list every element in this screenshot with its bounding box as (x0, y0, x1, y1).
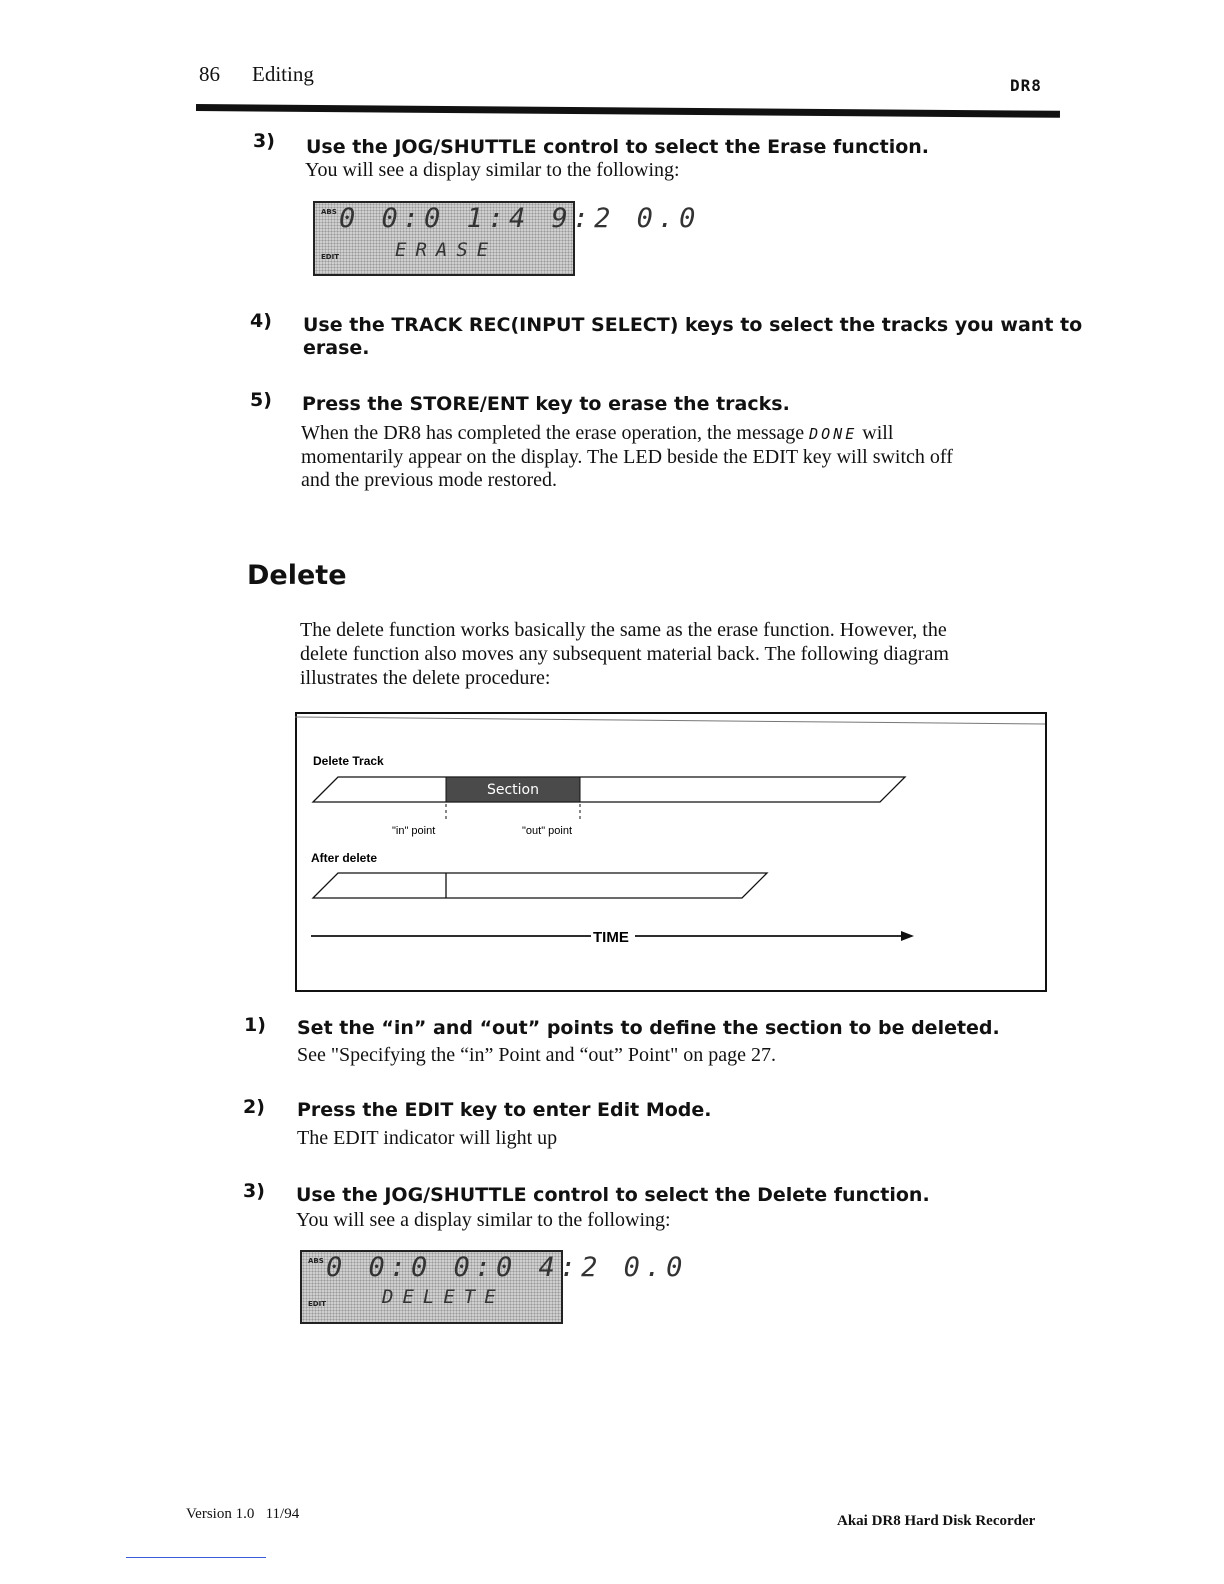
step-text-part: will (862, 422, 894, 444)
lcd-time-digits: 0 0:0 0:0 4:2 0.0 (326, 1252, 688, 1283)
section-title: Delete (247, 560, 347, 591)
header-rule (196, 104, 1060, 118)
lcd-mode-word: DELETE (382, 1286, 505, 1308)
step-number: 4) (250, 310, 272, 332)
in-point-label: "in" point (392, 825, 436, 837)
step-number: 3) (253, 130, 275, 152)
footer-underline (126, 1557, 266, 1558)
step-heading: Use the TRACK REC(INPUT SELECT) keys to select the tracks you want to (303, 314, 1083, 336)
intro-line: The delete function works basically the same as the erase function. However, the (300, 619, 947, 641)
brand-logo: DR8 (1010, 76, 1042, 95)
out-point-label: "out" point (522, 825, 573, 837)
lcd-abs-tag: ABS (308, 1257, 324, 1265)
step-heading: Use the JOG/SHUTTLE control to select the Erase function. (306, 136, 930, 158)
intro-line: delete function also moves any subsequent material back. The following diagram (300, 643, 949, 665)
lcd-display-erase (313, 201, 701, 276)
step-text: You will see a display similar to the following: (296, 1209, 671, 1231)
footer-version: Version 1.0 11/94 (186, 1506, 300, 1522)
lcd-edit-tag: EDIT (321, 253, 339, 261)
lcd-mode-word: ERASE (395, 239, 498, 261)
time-label: TIME (593, 929, 629, 946)
step-text-part: When the DR8 has completed the erase operation, the message (301, 422, 805, 444)
step-text-line: and the previous mode restored. (301, 469, 558, 491)
after-delete-bar (313, 873, 767, 898)
step-heading: Use the JOG/SHUTTLE control to select the Delete function. (296, 1184, 930, 1206)
step-number: 2) (243, 1096, 265, 1118)
step-heading-cont: erase. (303, 337, 370, 359)
intro-line: illustrates the delete procedure: (300, 667, 551, 689)
step-heading: Press the EDIT key to enter Edit Mode. (297, 1099, 712, 1121)
step-number: 3) (243, 1180, 265, 1202)
running-header: Editing (252, 62, 314, 86)
lcd-edit-tag: EDIT (308, 1300, 326, 1308)
lcd-message-done: DONE (809, 425, 858, 443)
page-number: 86 (199, 62, 220, 86)
diagram-frame (296, 713, 1046, 991)
step-text: See "Specifying the “in” Point and “out” Point" on page 27. (297, 1044, 777, 1066)
after-delete-label: After delete (311, 851, 378, 865)
lcd-abs-tag: ABS (321, 208, 337, 216)
section-label: Section (486, 782, 540, 798)
step-text: You will see a display similar to the following: (305, 159, 680, 181)
footer-product: Akai DR8 Hard Disk Recorder (837, 1513, 1036, 1529)
delete-track-label: Delete Track (313, 754, 384, 768)
step-text: The EDIT indicator will light up (297, 1127, 558, 1149)
lcd-display-delete (300, 1250, 688, 1324)
step-heading: Set the “in” and “out” points to define the section to be deleted. (297, 1017, 1000, 1039)
step-number: 1) (244, 1014, 266, 1036)
delete-track-bar (313, 777, 905, 802)
step-text-line (301, 421, 893, 446)
step-heading: Press the STORE/ENT key to erase the tracks. (302, 393, 790, 415)
lcd-time-digits: 0 0:0 1:4 9:2 0.0 (339, 203, 701, 234)
step-number: 5) (250, 389, 272, 411)
step-text-line: momentarily appear on the display. The LED beside the EDIT key will switch off (301, 446, 953, 468)
delete-diagram (295, 712, 1047, 992)
